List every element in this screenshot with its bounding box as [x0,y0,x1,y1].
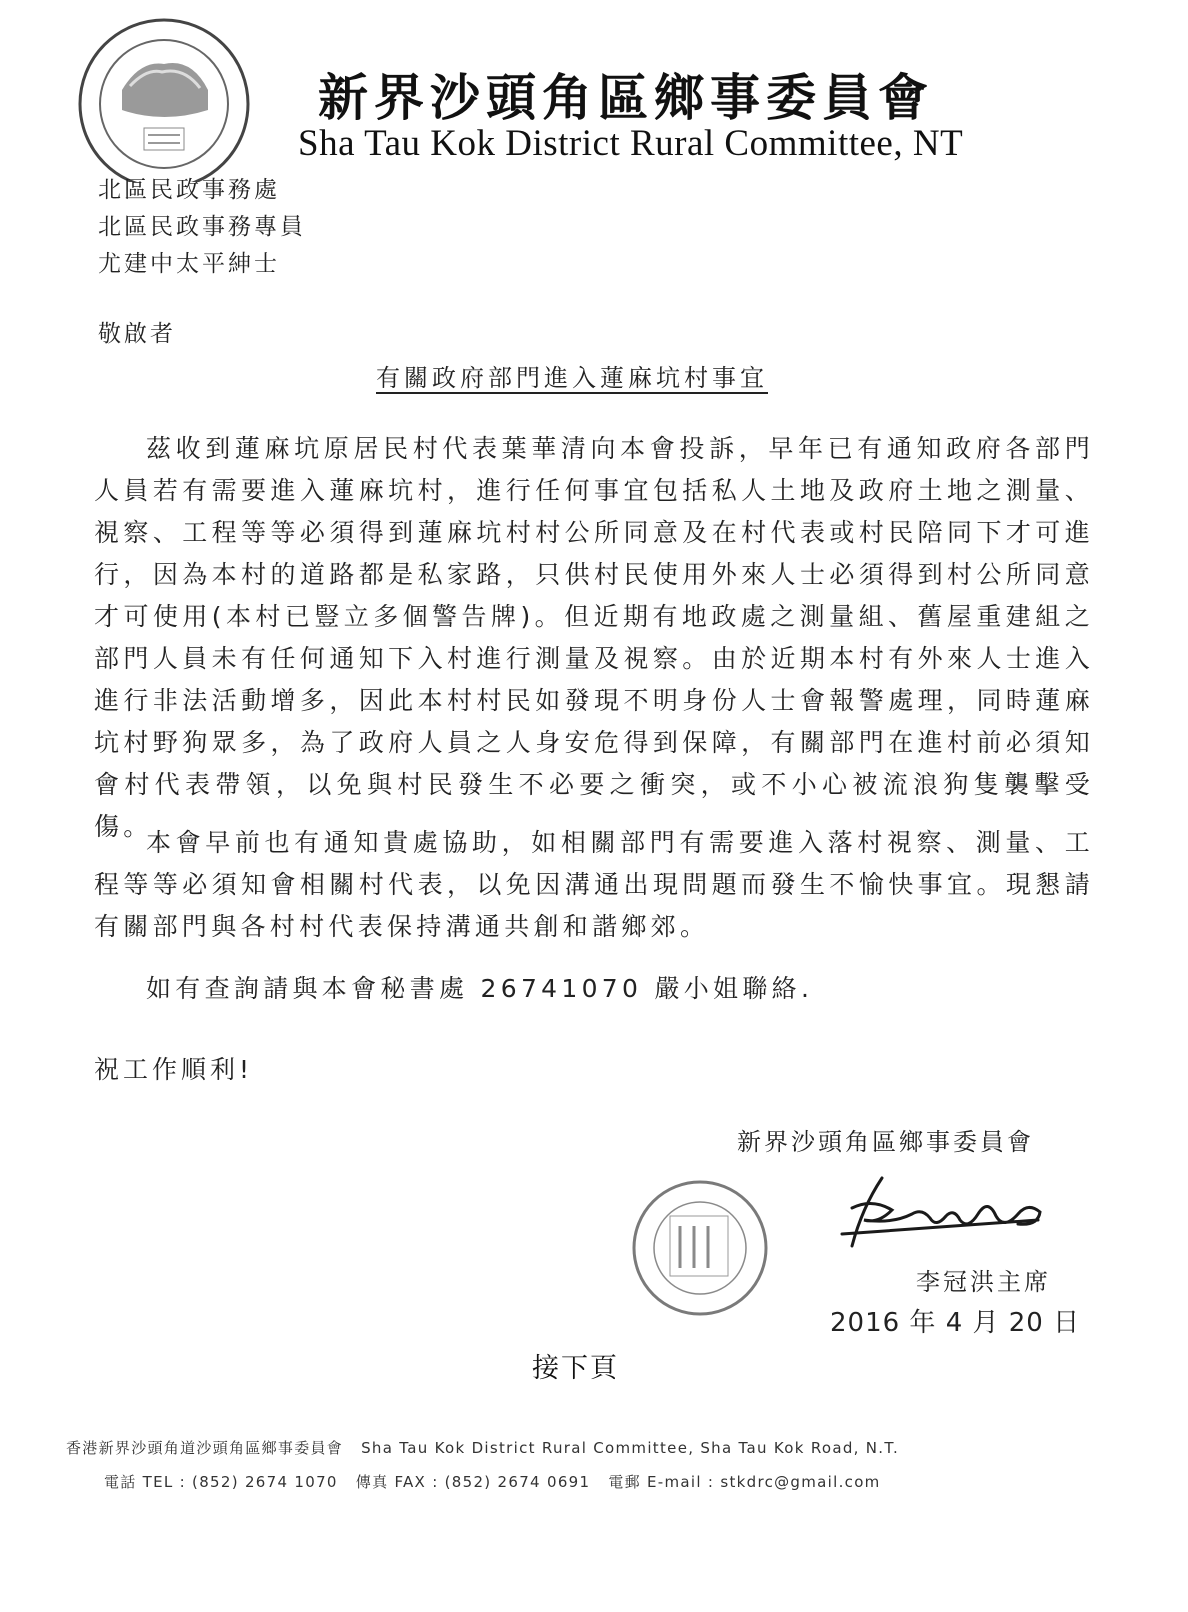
letterhead-name-zh: 新界沙頭角區鄉事委員會 [318,68,934,127]
committee-seal-logo [52,12,272,182]
salutation: 敬啟者 [98,321,176,347]
letter-subject: 有關政府部門進入蓮麻坑村事宜 [376,364,768,392]
signatory-name: 李冠洪主席 [916,1268,1051,1296]
body-paragraph-3: 如有查詢請與本會秘書處 26741070 嚴小姐聯絡. [146,974,814,1003]
footer-fax: 傳真 FAX : (852) 2674 0691 [355,1473,591,1491]
recipient-line: 北區民政事務專員 [98,214,306,240]
footer-address [66,1437,899,1458]
handwritten-signature [812,1168,1052,1258]
continued-next-page: 接下頁 [532,1353,619,1384]
closing-greeting: 祝工作順利! [94,1055,254,1084]
recipient-line: 尤建中太平紳士 [98,251,280,277]
recipient-list [98,172,306,283]
letter-date: 2016 年 4 月 20 日 [830,1308,1081,1338]
letterhead-name-en: Sha Tau Kok District Rural Committee, NT [298,123,964,164]
footer-tel: 電話 TEL : (852) 2674 1070 [104,1473,338,1491]
signatory-organization: 新界沙頭角區鄉事委員會 [737,1128,1034,1156]
body-paragraph-2: 本會早前也有通知貴處協助，如相關部門有需要進入落村視察、測量、工程等等必須知會相關村代表，以免因溝通出現問題而發生不愉快事宜。現懇請有關部門與各村村代表保持溝通共創和諧鄉郊。 [94,828,1094,941]
footer-email: 電郵 E-mail : stkdrc@gmail.com [608,1473,881,1491]
footer-address-en: Sha Tau Kok District Rural Committee, Sha Tau Kok Road, N.T. [361,1439,900,1457]
body-paragraph-1: 茲收到蓮麻坑原居民村代表葉華清向本會投訴，早年已有通知政府各部門人員若有需要進入蓮麻坑村，進行任何事宜包括私人土地及政府土地之測量、視察、工程等等必須得到蓮麻坑村村公所同意及在村代表或村民陪同下才可進行，因為本村的道路都是私家路，只供村民使用外來人士必須得到村公所同意才可使用(本村已豎立多個警告牌)。但近期有地政處之測量組、舊屋重建組之部門人員未有任何通知下入村進行測量及視察。由於近期本村有外來人士進入進行非法活動增多，因此本村村民如發現不明身份人士會報警處理，同時蓮麻坑村野狗眾多，為了政府人員之人身安危得到保障，有關部門在進村前必須知會村代表帶領，以免與村民發生不必要之衝突，或不小心被流浪狗隻襲擊受傷。 [94,434,1094,841]
footer-contact [104,1471,881,1492]
recipient-line: 北區民政事務處 [98,177,280,203]
footer-address-zh: 香港新界沙頭角道沙頭角區鄉事委員會 [66,1439,344,1457]
official-stamp [618,1172,788,1322]
